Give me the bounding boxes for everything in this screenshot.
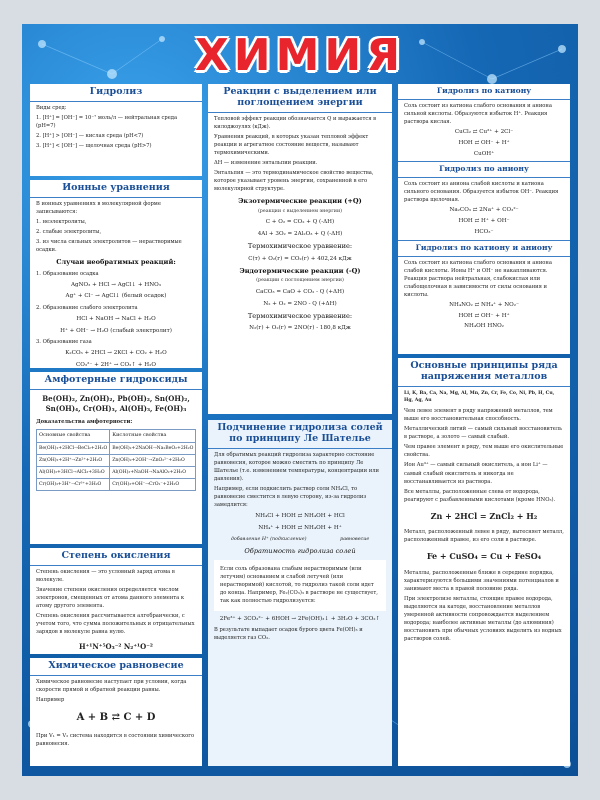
endo-equation: N₂ + O₂ = 2NO - Q (+ΔH) [263, 300, 337, 307]
hydrolysis-line: 1. [H⁺] = [OH⁻] = 10⁻⁷ моль/л — нейтральная среда (pH=7) [36, 114, 178, 130]
endo-title: Эндотермические реакции (-Q) [239, 267, 361, 276]
metals-title: Основные принципы ряда напряжения металлов [398, 358, 570, 387]
shift-labels [214, 536, 386, 543]
table-cell: Be(OH)₂+2HCl→BeCl₂+2H₂O [37, 443, 110, 455]
thermo-line: Тепловой эффект реакции обозначается Q и выражается в килоджоулях (кДж). [214, 115, 377, 130]
ionic-case: 1. Образование осадка [36, 270, 99, 277]
amphoteric-formulas: Be(OH)₂, Zn(OH)₂, Pb(OH)₂, Sn(OH)₂, Sn(OH)₄, Cr(OH)₃, Al(OH)₃, Fe(OH)₃ [42, 393, 190, 414]
oxidation-line: Степень окисления рассчитывается алгебраически, с учетом того, что сумма положительных и отрицательных зарядов в молекуле равна нулю. [36, 613, 195, 636]
oxidation-line: Значение степени окисления определяется числом электронов, смещенных от атома данного элемента к атому другого элемента. [36, 587, 185, 610]
ionic-equation: Ag⁺ + Cl⁻ → AgCl↓ (белый осадок) [65, 293, 167, 300]
both-equation: NH₄NO₂ ⇄ NH₄⁺ + NO₂⁻ [449, 301, 519, 308]
cation-equation: HOH ⇄ OH⁻ + H⁺ [458, 139, 510, 146]
amphoteric-title: Амфотерные гидроксиды [30, 372, 202, 390]
thermo-line: Энтальпия — это термодинамическое свойство вещества, которое указывает уровень энергии, сохраненной в его молекулярной структуре. [214, 170, 374, 193]
poster [22, 24, 578, 776]
table-row [37, 467, 196, 479]
ionic-cases-title: Случаи необратимых реакций: [56, 258, 176, 267]
reversibility-footer: В результате выпадает осадок бурого цвета Fe(OH)₃ и выделяется газ CO₂. [214, 627, 363, 642]
both-product: NH₄OH HNO₂ [464, 323, 504, 330]
cation-equation: CuCl₂ ⇄ Cu²⁺ + 2Cl⁻ [454, 128, 514, 135]
amphoteric-proof-title: Доказательства амфотерности: [36, 419, 133, 426]
le-chatelier-line: Например, если подкислить раствор соли NH₄Cl, то равновесие сместится в левую сторону, из-за гидролиз замедлится: [214, 486, 367, 509]
both-hydrolysis-title: Гидролиз по катиону и аниону [398, 240, 570, 257]
table-row [37, 443, 196, 455]
metals-line: Чем правее элемент в ряду, тем выше его окислительные свойства. [404, 444, 564, 459]
metals-line: Чем левее элемент в ряду напряжений металлов, тем выше его восстановительная способность. [404, 408, 553, 423]
equilibrium-line: Химическое равновесие наступает при условии, когда скорости прямой и обратной реакции равны. [36, 678, 187, 693]
reversibility-title: Обратимость гидролиза солей [244, 547, 356, 556]
cation-product: CuOH⁺ [473, 150, 495, 157]
metals-line: Металлический литий — самый сильный восстановитель в растворе, а золото — самый слабый. [404, 426, 562, 441]
exo-note: (реакции с выделением энергии) [257, 208, 343, 214]
metals-text: При электролизе металлы, стоящие правее водорода, выделяются на катоде, восстановление металлов умеренной активности сопровождается выделением водорода; наиболее активные металлы (до алюминия) восстановить при обычных условиях выделить из водных растворов солей. [404, 595, 562, 643]
metal-series-panel [398, 358, 570, 766]
reversibility-equation: 2Fe³⁺ + 3CO₃²⁻ + 6HOH → 2Fe(OH)₃↓ + 3H₂O + 3CO₂↑ [219, 615, 381, 622]
equilibrium-line: Например [36, 697, 65, 704]
metals-text: Металл, расположенный левее в ряду, вытесняет металл, расположенный правее, из его соли в растворе. [404, 529, 564, 544]
le-chatelier-line: Для обратимых реакций гидролиза характерно состояние равновесия, которое можно сместить по принципу Ле Шателье (т.е. изменением температуры, концентрации или давления). [214, 451, 379, 483]
shift-label-right: равновесие [340, 536, 370, 542]
ionic-equation: AgNO₃ + HCl → AgCl↓ + HNO₃ [71, 281, 161, 288]
amphoteric-panel [30, 372, 202, 544]
table-header-row [37, 430, 196, 443]
reversibility-text: Если соль образована слабым нерастворимым (или летучим) основанием и слабой летучей (или нерастворимой) кислотой, то гидролиз такой соли идет до конца. Например, Fe₂(CO₃)₃ в растворе не существует, так как полностью гидролизуется: [220, 566, 378, 605]
ionic-line: 1. неэлектролиты, [36, 219, 87, 226]
ionic-case: 2. Образование слабого электролита [36, 304, 138, 311]
anion-equation: HOH ⇄ H⁺ + OH⁻ [458, 218, 510, 225]
shift-label-left: добавление H⁺ (подкисление) [230, 536, 307, 542]
both-hydrolysis-text: Соль состоит из катиона слабого основания и аниона слабой кислоты. Ионы H⁺ и OH⁻ не накапливаются. Реакция раствора нейтральная, слабокислая или слабощелочная в зависимости от силы основания и кислоты. [404, 259, 552, 298]
ionic-case: 3. Образование газа [36, 339, 92, 346]
ionic-equation: K₂CO₃ + 2HCl → 2KCl + CO₂ + H₂O [65, 350, 167, 357]
ionic-line: 3. из числа сильных электролитов — нерастворимые осадки. [36, 239, 182, 254]
hydrolysis-line: 2. [H⁺] > [OH⁻] — кислая среда (pH<7) [36, 133, 144, 140]
equilibrium-equation: A + B ⇄ C + D [76, 712, 156, 724]
le-chatelier-equation: NH₄Cl + HOH ⇄ NH₄OH + HCl [255, 513, 345, 520]
thermo-line: Уравнения реакций, в которых указан тепловой эффект реакции и агрегатное состояние веществ, называют термохимическими. [214, 133, 369, 157]
oxidation-title: Степень окисления [30, 548, 202, 566]
table-row [37, 479, 196, 491]
metal-series: Li, K, Ba, Ca, Na, Mg, Al, Mn, Zn, Cr, Fe, Co, Ni, Pb, H, Cu, Hg, Ag, Au [404, 390, 555, 403]
oxidation-line: Степень окисления — это условный заряд атома в молекуле. [36, 568, 175, 583]
le-chatelier-equation: NH₄⁺ + HOH ⇄ NH₄OH + H⁺ [258, 524, 342, 531]
thermo-eq-title: Термохимическое уравнение: [247, 242, 353, 251]
cation-hydrolysis-text: Соль состоит из катиона слабого основания и аниона сильной кислоты. Образуются избыток H⁺. Реакция раствора кислая. [404, 102, 552, 125]
endo-equation: CaCO₃ = CaO + CO₂ - Q (+ΔH) [255, 288, 345, 295]
equilibrium-title: Химическое равновесие [30, 658, 202, 676]
le-chatelier-panel [208, 420, 392, 766]
thermo-line: ΔH — изменение энтальпии реакции. [214, 160, 318, 167]
poster-title: ХИМИЯ [194, 30, 406, 81]
table-cell: Al(OH)₃+NaOH→NaAlO₂+2H₂O [110, 467, 196, 479]
hydrolysis-panel [30, 84, 202, 176]
table-cell: Cr(OH)₃+OH⁻→CrO₂⁻+2H₂O [110, 479, 196, 491]
ionic-title: Ионные уравнения [30, 180, 202, 198]
exo-equation: C + O₂ = CO₂ + Q (-ΔH) [265, 219, 335, 226]
thermo-eq-title: Термохимическое уравнение: [247, 312, 353, 321]
anion-hydrolysis-title: Гидролиз по аниону [398, 161, 570, 178]
anion-hydrolysis-text: Соль состоит из аниона слабой кислоты и катиона сильного основания. Образуется избыток OH⁻. Реакция раствора щелочная. [404, 181, 559, 204]
reversibility-box [214, 560, 386, 610]
metals-line: Все металлы, расположенные слева от водорода, реагируют с разбавленными кислотами (кроме HNO₃). [404, 488, 556, 503]
ionic-equation: HCl + NaOH → NaCl + H₂O [76, 315, 156, 322]
column-header: Основные свойства [37, 430, 110, 443]
cation-hydrolysis-title: Гидролиз по катиону [398, 84, 570, 100]
amphoteric-table [36, 429, 196, 491]
hydrolysis-title: Гидролиз [30, 84, 202, 102]
metals-equation: Zn + 2HCl = ZnCl₂ + H₂ [430, 510, 538, 521]
oxidation-example: H⁺¹N⁺⁵O₃⁻² N₂⁺¹O⁻² [79, 642, 153, 652]
anion-equation: Na₂CO₃ ⇄ 2Na⁺ + CO₃²⁻ [449, 207, 519, 214]
metals-equation: Fe + CuSO₄ = Cu + FeSO₄ [426, 551, 542, 562]
metals-line: Ион Au³⁺ — самый сильный окислитель, а ион Li⁺ — самый слабый окислитель и никогда не восстанавливается из раствора. [404, 462, 548, 485]
equilibrium-footer: При V₁ = V₂ система находится в состоянии химического равновесия. [36, 732, 195, 747]
metals-text: Металлы, расположенные ближе в середине порядка, характеризуются большими значениями потенциалов и занимают места в правой половине ряда. [404, 569, 559, 592]
both-equation: HOH ⇄ OH⁻ + H⁺ [458, 312, 510, 319]
column-header: Кислотные свойства [110, 430, 196, 443]
ionic-equation: CO₃²⁻ + 2H⁺ → CO₂↑ + H₂O [76, 361, 156, 368]
endo-thermo-equation: N₂(г) + O₂(г) = 2NO(г) - 180,8 кДж [249, 325, 351, 332]
exo-equation: 4Al + 3O₂ = 2Al₂O₃ + Q (-ΔH) [257, 230, 343, 237]
thermochemistry-panel [208, 84, 392, 414]
thermo-title: Реакции с выделением или поглощением энергии [208, 84, 392, 113]
exo-title: Экзотермические реакции (+Q) [238, 197, 362, 206]
table-row [37, 455, 196, 467]
oxidation-panel [30, 548, 202, 654]
hydrolysis-types-panel [398, 84, 570, 354]
table-cell: Zn(OH)₂+2H⁺→Zn²⁺+2H₂O [37, 455, 110, 467]
table-cell: Al(OH)₃+3HCl→AlCl₃+3H₂O [37, 467, 110, 479]
anion-product: HCO₃⁻ [474, 228, 494, 235]
ionic-equations-panel [30, 180, 202, 368]
le-chatelier-title: Подчинение гидролиза солей по принципу Ле Шателье [208, 420, 392, 449]
ionic-line: 2. слабые электролиты, [36, 229, 102, 236]
hydrolysis-line: Виды сред: [36, 104, 67, 111]
table-cell: Zn(OH)₂+2OH⁻→ZnO₂²⁻+2H₂O [110, 455, 196, 467]
exo-thermo-equation: C(т) + O₂(г) = CO₂(г) + 402,24 кДж [248, 255, 352, 262]
hydrolysis-line: 3. [H⁺] < [OH⁻] — щелочная среда (pH>7) [36, 143, 152, 150]
table-cell: Be(OH)₂+2NaOH→Na₂BeO₂+2H₂O [110, 443, 196, 455]
ionic-line: В ионных уравнениях в молекулярной форме записываются: [36, 200, 161, 215]
equilibrium-panel [30, 658, 202, 766]
endo-note: (реакции с поглощением энергии) [256, 278, 344, 284]
ionic-equation: H⁺ + OH⁻ → H₂O (слабый электролит) [60, 327, 172, 334]
table-cell: Cr(OH)₃+3H⁺→Cr³⁺+3H₂O [37, 479, 110, 491]
